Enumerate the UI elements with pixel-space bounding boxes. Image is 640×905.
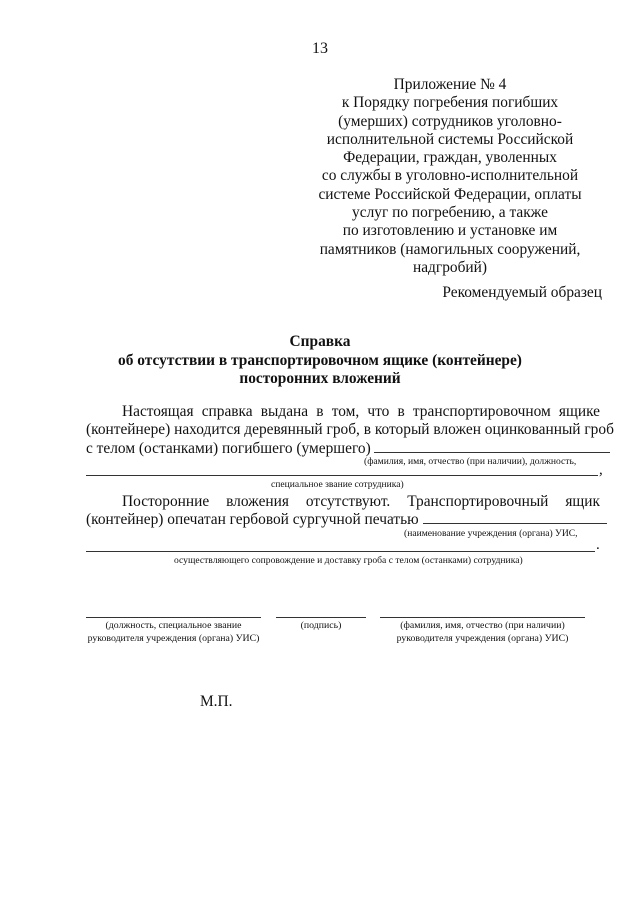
para2-line-1: Посторонние вложения отсутствуют. Транспортировочный ящик [122,493,600,510]
position-caption: (должность, специальное звание руководителя учреждения (органа) УИС) [87,620,260,644]
appendix-line: со службы в уголовно-исполнительной [321,167,579,185]
para1-line-2: (контейнере) находится деревянный гроб, в который вложен оцинкованный гроб [86,421,614,439]
signature-caption: (подпись) [300,620,342,631]
full-name-line[interactable] [380,617,585,618]
institution-continued-hint: осуществляющего сопровождение и доставку гроба с телом (останками) сотрудника) [174,555,523,566]
paragraph-no-foreign-items [86,493,600,530]
recommended-sample-label: Рекомендуемый образец [442,284,602,301]
appendix-line: по изготовлению и установке им [342,222,558,240]
appendix-line: Приложение № 4 [393,76,507,93]
deceased-rank-field[interactable] [86,475,598,476]
para1-line-1: Настоящая справка выдана в том, что в транспортировочном ящике [122,403,600,420]
appendix-line: памятников (намогильных сооружений, [319,240,581,258]
appendix-line: надгробий) [412,258,488,276]
title-line-1: Справка [289,333,351,350]
appendix-header [316,76,584,277]
position-line[interactable] [86,617,261,618]
appendix-line: исполнительной системы Российской [326,130,574,148]
appendix-line: Федерации, граждан, уволенных [343,149,557,167]
line-period: . [596,537,600,553]
appendix-line: системе Российской Федерации, оплаты [318,185,582,203]
appendix-line: услуг по погребению, а также [352,204,548,222]
deceased-rank-hint: специальное звание сотрудника) [271,479,404,490]
deceased-name-field[interactable] [374,440,610,453]
appendix-line: (умерших) сотрудников уголовно- [338,112,562,130]
line-comma: , [599,462,603,478]
full-name-caption: (фамилия, имя, отчество (при наличии) руководителя учреждения (органа) УИС) [396,620,569,644]
appendix-line: к Порядку погребения погибших [341,94,559,112]
paragraph-certificate [86,403,614,458]
title-line-2: об отсутствии в транспортировочном ящике (контейнере) [118,351,522,369]
institution-field[interactable] [423,511,607,524]
institution-hint: (наименование учреждения (органа) УИС, [404,528,578,539]
institution-continued-field[interactable] [86,551,595,552]
title-line-3: посторонних вложений [239,370,401,387]
para1-line-3-text: с телом (останками) погибшего (умершего) [86,439,371,457]
document-title [0,333,640,389]
stamp-place-label: М.П. [200,693,233,710]
page-number: 13 [312,40,328,57]
deceased-name-hint: (фамилия, имя, отчество (при наличии), должность, [364,456,577,467]
para2-line-2-text: (контейнер) опечатан гербовой сургучной печатью [86,511,419,529]
signature-line[interactable] [276,617,366,618]
